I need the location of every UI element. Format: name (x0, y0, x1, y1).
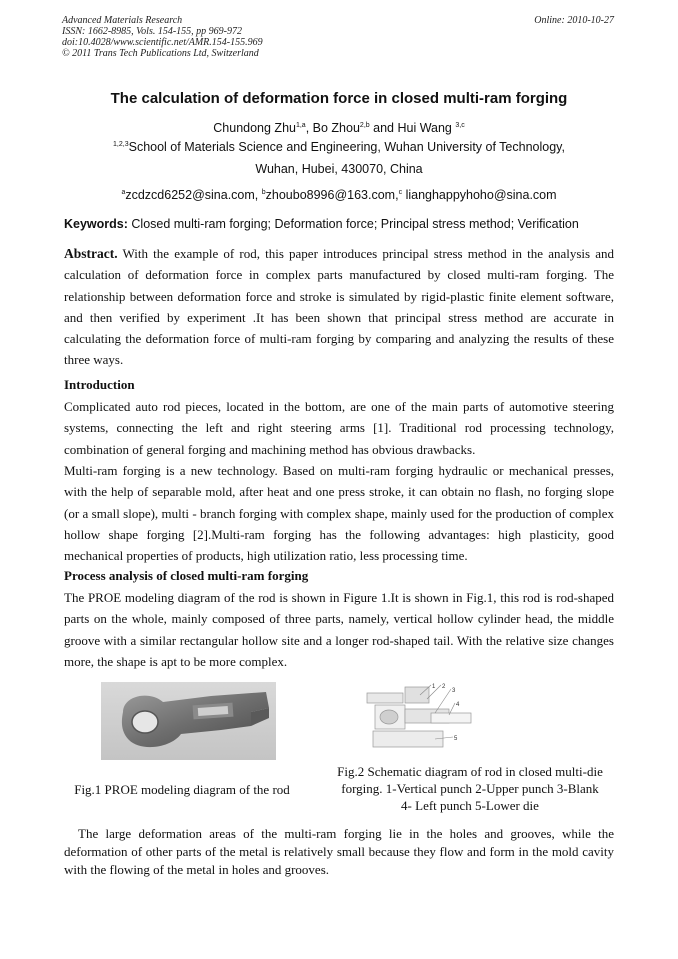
abstract-text: With the example of rod, this paper introduces principal stress method in the analysis and calculation of deformation force in complex parts manufactured by closed multi-ram forging. The relationship between deformation force and stroke is simulated by rigid-plastic finite element software, and then verified by experiment .It has been shown that principal stress method are accurate in calculating the deformation force of multi-ram forging by comparing and analyzing the results of these three ways. (64, 246, 614, 368)
affiliation-line-1: $^{1,2,3}$School of Materials Science and Engineering, Wuhan University of Technology, (113, 140, 565, 154)
doi-line: doi:10.4028/www.scientific.net/AMR.154-155.969 (62, 37, 263, 48)
abstract-label: Abstract. (64, 246, 118, 261)
fig2-label: 1 (432, 684, 436, 690)
paper-title: The calculation of deformation force in closed multi-ram forging (110, 90, 568, 107)
fig2-label: 3 (452, 688, 456, 694)
copyright-line: © 2011 Trans Tech Publications Ltd, Switzerland (62, 48, 259, 59)
figure-2-die-schematic (365, 683, 475, 755)
author-name: Bo Zhou (312, 121, 360, 135)
email-link[interactable]: zcdzcd6252@sina.com (125, 188, 255, 202)
figure-1-rod-model (101, 682, 276, 760)
fig2-label: 4 (456, 702, 460, 708)
author-line: Chundong Zhu$^{1,a}$, Bo Zhou$^{2,b}$ and Hui Wang $^{3,c}$ (213, 121, 465, 135)
abstract (64, 243, 614, 371)
keywords-text: Closed multi-ram forging; Deformation force; Principal stress method; Verification (131, 217, 579, 231)
keywords (64, 217, 579, 231)
issn-line: ISSN: 1662-8985, Vols. 154-155, pp 969-972 (62, 26, 242, 37)
body-paragraph: The large deformation areas of the multi-ram forging lie in the holes and grooves, while the deformation of other parts of the metal is relatively small because they flow and form in the mold cavity with the flowing of the metal in holes and grooves. (64, 826, 614, 877)
intro-paragraph-2: Multi-ram forging is a new technology. Based on multi-ram forging hydraulic or mechanical presses, with the help of separable mold, after heat and one press stroke, it can obtain no flash, no forging slope (or a small slope), multi - branch forging with complex shape, mainly used for the production of complex hollow shape forging [2].Multi-ram forging has the following advantages: high plasticity, good mechanical properties of products, high utilization ratio, less processing time. (64, 463, 614, 564)
figure-2-caption: Fig.2 Schematic diagram of rod in closed multi-die forging. 1-Vertical punch 2-Upper punch 3-Blank 4- Left punch 5-Lower die (337, 764, 603, 813)
online-date: Online: 2010-10-27 (534, 15, 614, 26)
author-name: Hui Wang (397, 121, 452, 135)
email-link[interactable]: zhoubo8996@163.com (265, 188, 396, 202)
intro-paragraph-1: Complicated auto rod pieces, located in the bottom, are one of the main parts of automotive steering systems, connecting the left and right steering arms [1]. Traditional rod processing technology, combination of general forging and machining method has obvious drawbacks. (64, 399, 614, 457)
process-paragraph-1: The PROE modeling diagram of the rod is shown in Figure 1.It is shown in Fig.1, this rod is rod-shaped parts on the whole, mainly composed of three parts, namely, vertical hollow cylinder head, the middle groove with a similar rectangular hollow site and a longer rod-shaped tail. With the relative size changes more, the shape is apt to be more complex. (64, 590, 614, 669)
email-line: $^a$zcdzcd6252@sina.com, $^b$zhoubo8996@163.com,$^c$ lianghappyhoho@sina.com (121, 188, 557, 202)
fig2-label: 2 (442, 684, 446, 690)
journal-name: Advanced Materials Research (62, 15, 183, 26)
affiliation-line-2: Wuhan, Hubei, 430070, China (255, 162, 423, 176)
journal-header (62, 15, 263, 59)
author-name: Chundong Zhu (213, 121, 296, 135)
figure-1-caption: Fig.1 PROE modeling diagram of the rod (74, 782, 290, 797)
section-heading-introduction: Introduction (64, 377, 135, 392)
email-link[interactable]: lianghappyhoho@sina.com (405, 188, 557, 202)
keywords-label: Keywords: (64, 217, 128, 231)
fig2-label: 5 (454, 736, 458, 742)
section-heading-process: Process analysis of closed multi-ram forging (64, 568, 309, 583)
